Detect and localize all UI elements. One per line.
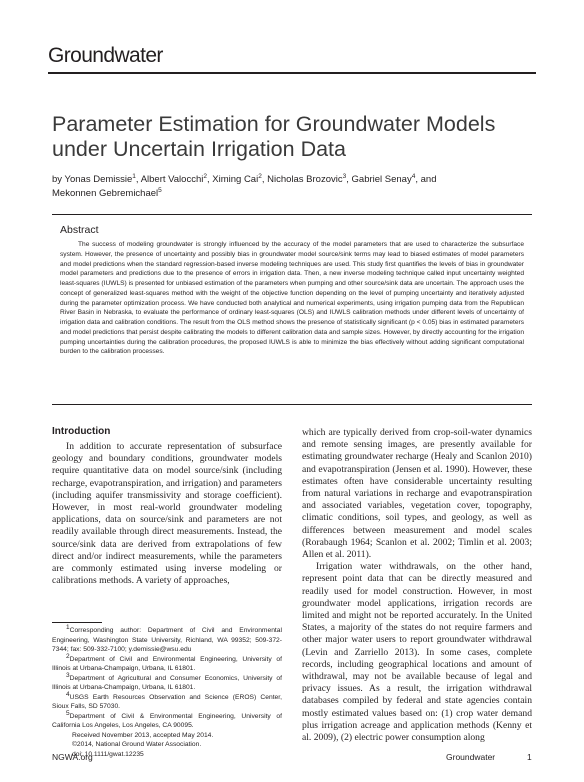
footnote-text: USGS Earth Resources Observation and Science (EROS) Center, Sioux Falls, SD 57030. (52, 693, 282, 710)
journal-name: Groundwater (48, 44, 163, 67)
author-name: Gabriel Senay (351, 174, 412, 185)
page-number: 1 (527, 752, 532, 762)
received-date: Received November 2013, accepted May 2014. (72, 731, 214, 739)
footnotes (52, 623, 282, 759)
footnote-text: Department of Agricultural and Consumer Economics, University of Illinois at Urbana-Champaign, Urbana, IL 61801. (52, 674, 282, 691)
author-affiliation-marker: 5 (158, 186, 162, 194)
author-separator: , and (415, 174, 437, 185)
doi-link[interactable]: doi: 10.1111/gwat.12235 (72, 750, 144, 758)
footnote-rule (52, 622, 102, 623)
article-title: Parameter Estimation for Groundwater Models under Uncertain Irrigation Data (52, 112, 496, 161)
footer-site-link[interactable]: NGWA.org (52, 752, 93, 762)
abstract-text: The success of modeling groundwater is strongly influenced by the accuracy of the model parameters that are used to characterize the subsurface system. However, the presence of uncertainty and possibly bias in groundwater model source/sink terms may lead to biased estimates of model parameters and model predictions when the standard regression-based inverse modeling techniques are used. This study first quantifies the levels of bias in groundwater model parameters and predictions due to the presence of errors in irrigation data. Then, a new inverse modeling technique called input uncertainty weighted least-squares (IUWLS) is presented for unbiased estimation of the parameters when pumping and other source/sink data are uncertain. The approach uses the concept of generalized least-squares method with the weight of the objective function depending on the level of pumping uncertainty and iteratively adjusted during the parameter optimization process. We have conducted both analytical and numerical experiments, using irrigation pumping data from the Republican River Basin in Nebraska, to evaluate the performance of ordinary least-squares (OLS) and IUWLS calibration methods under different levels of uncertainty of irrigation data and calibration conditions. The result from the OLS method shows the presence of statistically significant (p < 0.05) bias in estimated parameters and model predictions that persist despite calibrating the models to different calibration data and sample sizes. However, by directly accounting for the irrigation pumping uncertainties during the calibration procedures, the proposed IUWLS is able to minimize the bias effectively without adding significant computational burden to the calibration processes. (60, 241, 524, 356)
footnote-5: $^5$Department of Civil & Environmental Engineering, University of California Los Angeles, Los Angeles, CA 90095. (52, 709, 282, 729)
author-name: Ximing Cai (212, 174, 259, 185)
footnote-3: $^3$Department of Agricultural and Consumer Economics, University of Illinois at Urbana-Champaign, Urbana, IL 61801. (52, 671, 282, 691)
author-separator: , (261, 174, 268, 185)
introduction-left-column: In addition to accurate representation of subsurface geology and boundary conditions, groundwater models require quantitative data on model source/sink (including recharge, evapotranspiration, and irrigation) and parameters (including aquifer transmissivity and storage coefficient). However, in most real-world groundwater modeling applications, data on source/sink and parameters are not readily available through direct measurements. Instead, the source/sink data are derived from extrapolations of few direct and/or indirect measurements, while the parameters are commonly estimated using inverse modeling or calibrations methods. A variety of approaches, (52, 441, 282, 587)
copyright-line: ©2014, National Ground Water Association. (72, 741, 202, 748)
body-paragraph: which are typically derived from crop-soil-water dynamics and remote sensing images, are presently available for estimating groundwater recharge (Healy and Scanlon 2010) and evapotranspiration (Jensen et al. 1990). However, these estimates often have considerable uncertainty resulting from natural variations in recharge and evapotranspiration and associated variables, vegetation cover, topography, climatic conditions, soil types, and geology, as well as differences between measurement and model scales (Rorabaugh 1964; Scanlon et al. 2002; Timlin et al. 2003; Allen et al. 2011). (302, 427, 532, 561)
footnote-1: $^1$Corresponding author: Department of Civil and Environmental Engineering, Washington State University, Richland, WA 99352; 509-372-7344; fax: 509-332-7100; y.demissie@wsu.edu (52, 623, 282, 653)
footnote-text: Department of Civil and Environmental Engineering, University of Illinois at Urbana-Champaign, Urbana, IL 61801. (52, 655, 282, 672)
author-name: Yonas Demissie (64, 174, 133, 185)
footnote-text: Corresponding author: Department of Civil and Environmental Engineering, Washington State University, Richland, WA 99352; 509-372-7344; fax: 509-332-7100; y.demissie@wsu.edu (52, 627, 282, 653)
author-prefix: by (52, 174, 63, 185)
abstract-heading: Abstract (60, 224, 99, 236)
abstract-bottom-rule (52, 404, 532, 405)
introduction-right-column (302, 427, 532, 744)
footnote-4: $^4$USGS Earth Resources Observation and Science (EROS) Center, Sioux Falls, SD 57030. (52, 690, 282, 710)
author-line (52, 173, 532, 200)
body-paragraph: Irrigation water withdrawals, on the other hand, represent point data that can be directly measured and readily used for model construction. However, in most groundwater model applications, irrigation records are limited and might not be reported accurately. In the United States, a majority of the states do not require farmers and other major water users to report groundwater withdrawal (Levin and Zarriello 2013). In some cases, complete records, including geographical locations and amount of withdrawal, may not be available because of legal and privacy issues. As a result, the irrigation withdrawal databases compiled by federal and state agencies contain mostly estimated values based on: (1) crop water demand plus irrigation acreage and application methods (Kenny et al. 2009), (2) electric power consumption along (302, 561, 532, 744)
author-affiliation-marker: 4 (411, 172, 416, 180)
author-separator: , (135, 174, 141, 185)
footnote-text: Department of Civil & Environmental Engineering, University of California Los Angeles, Los Angeles, CA 90095. (52, 712, 282, 729)
author-affiliation-marker: 2 (258, 172, 262, 180)
author-name: Nicholas Brozovic (267, 174, 343, 185)
footer-journal-name: Groundwater (446, 752, 496, 762)
introduction-heading: Introduction (52, 426, 111, 437)
header-rule (48, 72, 536, 74)
author-separator: , (346, 174, 352, 185)
author-affiliation-marker: 2 (203, 172, 207, 180)
footnote-2: $^2$Department of Civil and Environmental Engineering, University of Illinois at Urbana-Champaign, Urbana, IL 61801. (52, 652, 282, 672)
author-name: Albert Valocchi (140, 174, 204, 185)
abstract-top-rule (52, 214, 532, 215)
author-name: Mekonnen Gebremichael (52, 187, 159, 199)
author-separator: , (206, 174, 213, 185)
author-affiliation-marker: 1 (132, 172, 136, 180)
author-affiliation-marker: 3 (342, 172, 347, 180)
